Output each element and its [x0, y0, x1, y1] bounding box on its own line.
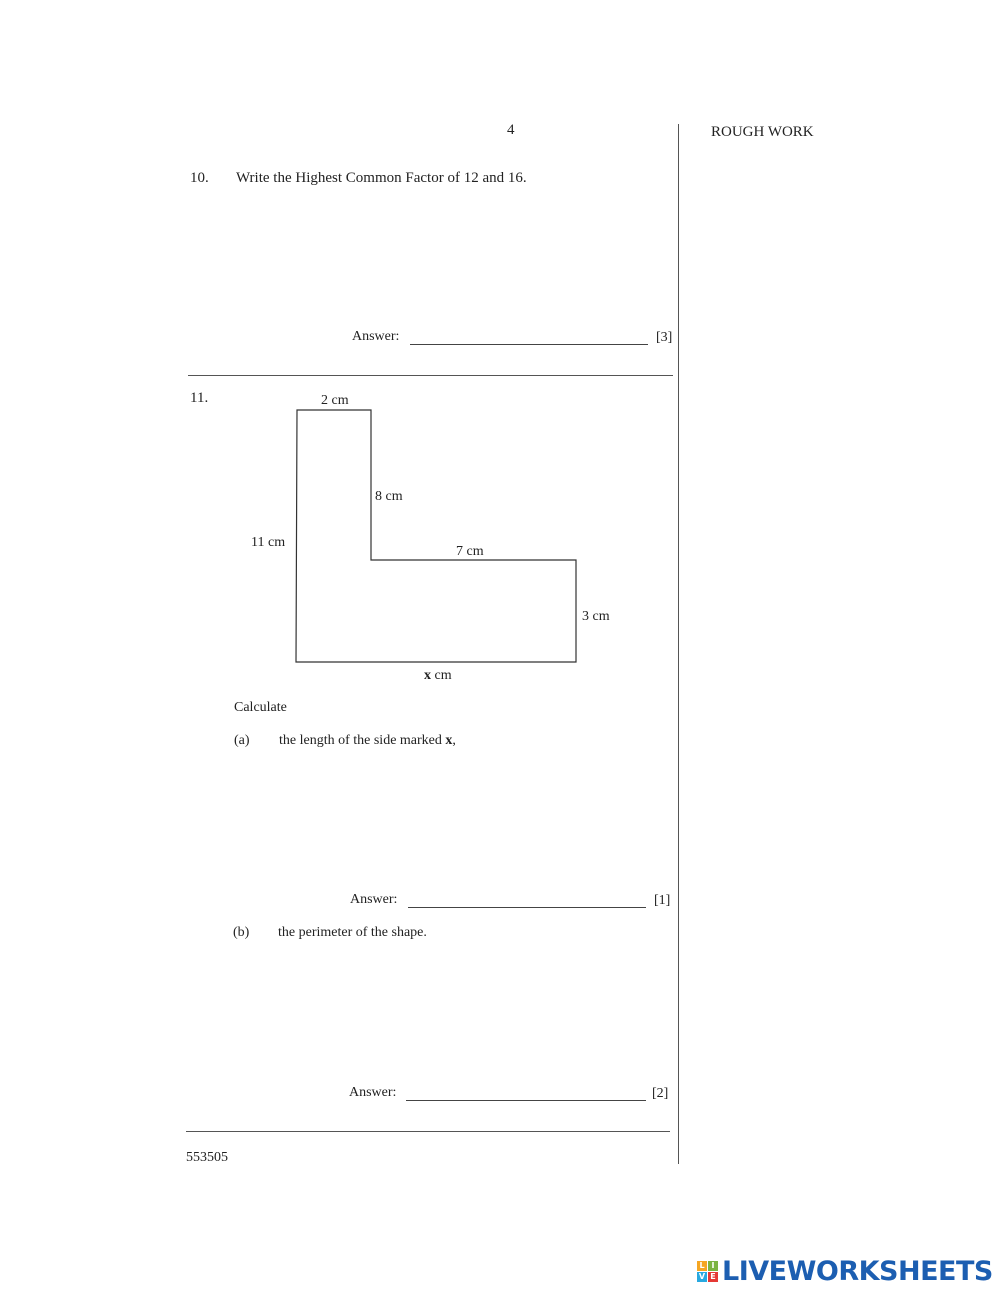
section-divider-2	[186, 1131, 670, 1132]
l-shape-outline	[296, 410, 576, 662]
question-10-answer-label: Answer:	[352, 329, 400, 344]
part-b-text: the perimeter of the shape.	[278, 925, 427, 940]
rough-work-heading: ROUGH WORK	[711, 124, 814, 140]
page-number: 4	[507, 122, 515, 138]
part-a-label: (a)	[234, 733, 250, 748]
label-top-2cm: 2 cm	[321, 393, 349, 408]
question-11-number: 11.	[190, 390, 209, 406]
question-10-number: 10.	[190, 170, 209, 186]
liveworksheets-logo-icon	[697, 1261, 718, 1282]
part-a-text	[279, 733, 456, 749]
part-a-marks: [1]	[654, 893, 671, 908]
part-a-text-tail: ,	[452, 733, 456, 748]
label-inner-vertical-8cm: 8 cm	[375, 489, 403, 504]
label-bottom-x-unit: cm	[434, 668, 452, 683]
logo-tile-1: L	[697, 1261, 707, 1271]
label-bottom-x	[424, 668, 452, 683]
part-b-answer-label: Answer:	[349, 1085, 397, 1100]
logo-tile-3: V	[698, 1271, 706, 1281]
logo-tile-2: I	[708, 1261, 718, 1271]
label-right-3cm: 3 cm	[582, 609, 610, 624]
part-a-text-bold: x	[445, 733, 453, 748]
part-b-marks: [2]	[652, 1086, 669, 1101]
label-inner-horizontal-7cm: 7 cm	[456, 544, 484, 559]
label-bottom-x-var: x	[424, 668, 431, 683]
liveworksheets-logo-text: LIVEWORKSHEETS	[722, 1255, 993, 1287]
paper-code: 553505	[186, 1150, 228, 1165]
part-a-text-main: the length of the side marked	[279, 733, 446, 748]
calculate-instruction: Calculate	[234, 700, 287, 715]
question-10-marks: [3]	[656, 330, 673, 345]
question-10-text: Write the Highest Common Factor of 12 and 16.	[236, 170, 527, 186]
part-a-answer-label: Answer:	[350, 892, 398, 907]
part-b-answer-line[interactable]	[406, 1100, 646, 1101]
part-a-answer-line[interactable]	[408, 907, 646, 908]
part-b-label: (b)	[233, 925, 250, 940]
label-left-11cm: 11 cm	[251, 535, 286, 550]
logo-tile-4: E	[708, 1272, 718, 1282]
liveworksheets-logo[interactable]	[697, 1256, 993, 1286]
